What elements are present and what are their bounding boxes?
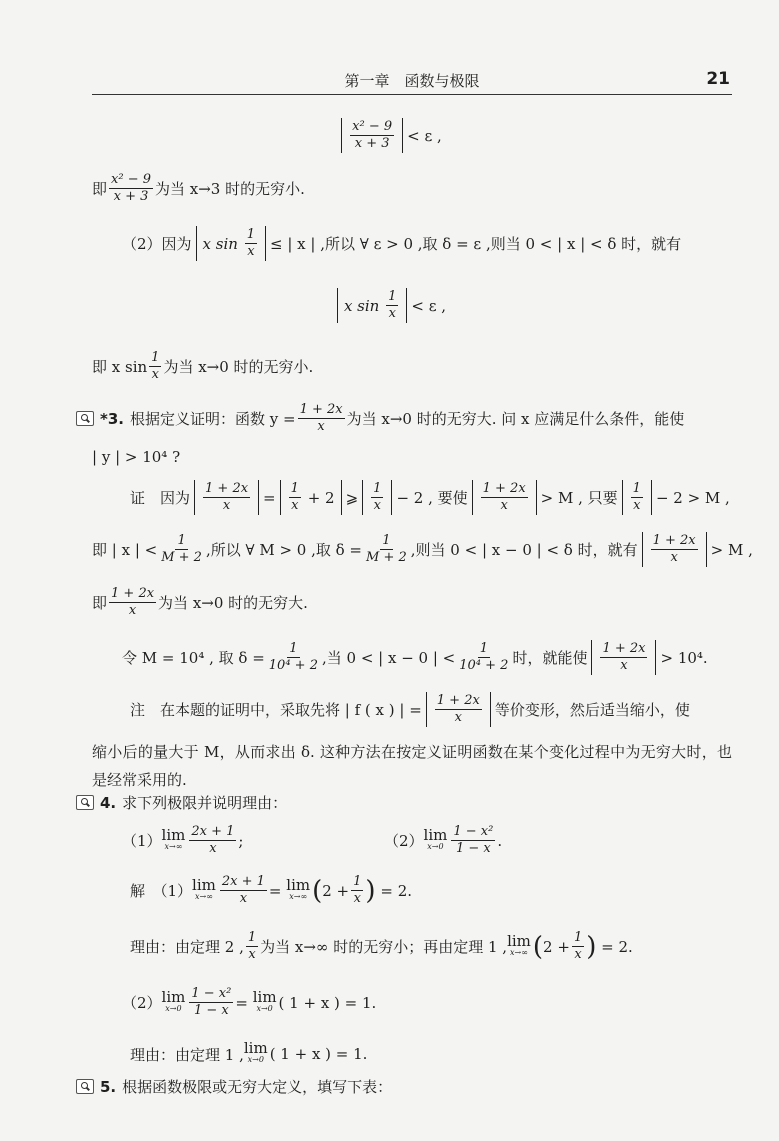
fraction: $\frac{\text{x² − 9}}{x + 3}$ xyxy=(352,119,393,151)
solution-line-1: 解 （1） lim x→∞ $\frac{2x + 1}{x}$ = lim x→∞ ( 2 + $\frac{1}{x}$ ) = 2. xyxy=(130,874,413,906)
equation-line-1 xyxy=(0,118,779,153)
inequality-tail: < ε , xyxy=(407,126,442,145)
proof-line-3: 即 $\frac{1 + 2x}{x}$ 为当 x→0 时的无穷大. xyxy=(92,586,308,618)
question-number: *3. xyxy=(100,409,124,428)
question-3-line-2: | y | > 10⁴ ? xyxy=(92,448,181,466)
page-number: 21 xyxy=(706,69,730,89)
proof-line-2: 即 | x | < $\frac{1}{M + 2}$ ,所以 ∀ M > 0 ,取 δ = $\frac{1}{M + 2}$ ,则当 0 < | x − 0 | < δ 时，就有 $\frac{1 + 2x}{x}$ > M , xyxy=(92,533,753,565)
abs-value: x sin $\frac{1}{x}$ xyxy=(337,288,407,323)
proof-line-1: 证 因为 $\frac{1 + 2x}{x}$ = $\frac{1}{x}$ + 2 ⩾ $\frac{1}{x}$ − 2 , 要使 $\frac{1 + 2x}{x}$ > M , 只要 $\frac{1}{x}$ − 2 > M , xyxy=(130,481,730,513)
statement-line-3: （2）因为 x sin $\frac{1}{x}$ ≤ | x | ,所以 ∀ ε > 0 ,取 δ = ε ,则当 0 < | x | < δ 时，就有 xyxy=(122,227,682,259)
chapter-title: 第一章 函数与极限 xyxy=(344,72,480,90)
question-4: 4. 求下列极限并说明理由： xyxy=(76,792,287,813)
fraction: $\frac{\text{x² − 9}}{x + 3}$ xyxy=(111,172,151,204)
abs-value: x sin $\frac{1}{x}$ xyxy=(196,226,266,261)
magnifier-icon[interactable] xyxy=(76,795,94,810)
statement-line-2: 即 $\frac{\text{x² − 9}}{x + 3}$ 为当 x→3 时的无穷小. xyxy=(92,172,305,204)
question-5: 5. 根据函数极限或无穷大定义，填写下表： xyxy=(76,1076,392,1097)
note-line-1: 注 在本题的证明中，采取先将 | f ( x ) | = $\frac{1 + 2x}{x}$ 等价变形，然后适当缩小，使 xyxy=(130,693,690,725)
equation-line-4: x sin $\frac{1}{x}$ < ε , xyxy=(0,288,779,323)
reason-line-2: 理由：由定理 1 , lim x→0 ( 1 + x ) = 1. xyxy=(130,1039,368,1064)
question-3: *3. 根据定义证明：函数 y = $\frac{1 + 2x}{x}$ 为当 x→0 时的无穷大. 问 x 应满足什么条件，能使 xyxy=(76,402,684,435)
statement-line-5: 即 x sin $\frac{1}{x}$ 为当 x→0 时的无穷小. xyxy=(92,350,314,382)
page-header xyxy=(92,64,732,95)
reason-line-1: 理由：由定理 2 , $\frac{1}{x}$ 为当 x→∞ 时的无穷小；再由定理 1 , lim x→∞ ( 2 + $\frac{1}{x}$ ) = 2. xyxy=(130,930,633,962)
magnifier-icon[interactable] xyxy=(76,411,94,426)
fraction: $\frac{1 + 2x}{x}$ xyxy=(299,402,343,434)
abs-value xyxy=(341,118,403,153)
question-4-part-2: （2） lim x→0 $\frac{\text{1 − x²}}{1 - x}$ . xyxy=(384,824,503,856)
fraction: $\frac{1}{x}$ xyxy=(151,350,160,382)
solution-line-2: （2） lim x→0 $\frac{\text{1 − x²}}{1 - x}$ = lim x→0 ( 1 + x ) = 1. xyxy=(122,986,377,1018)
question-4-part-1: （1） lim x→∞ $\frac{2x + 1}{x}$ ; xyxy=(122,824,244,856)
proof-line-4: 令 M = 10⁴ , 取 δ = $\frac{1}{\text{10⁴ + 2}}$ ,当 0 < | x − 0 | < $\frac{1}{\text{10⁴ + 2}}$ 时，就能使 $\frac{1 + 2x}{x}$ > 10⁴. xyxy=(122,641,708,673)
magnifier-icon[interactable] xyxy=(76,1079,94,1094)
note-continuation: 缩小后的量大于 M，从而求出 δ. 这种方法在按定义证明函数在某个变化过程中为无穷大时，也是经常采用的. xyxy=(92,743,732,789)
